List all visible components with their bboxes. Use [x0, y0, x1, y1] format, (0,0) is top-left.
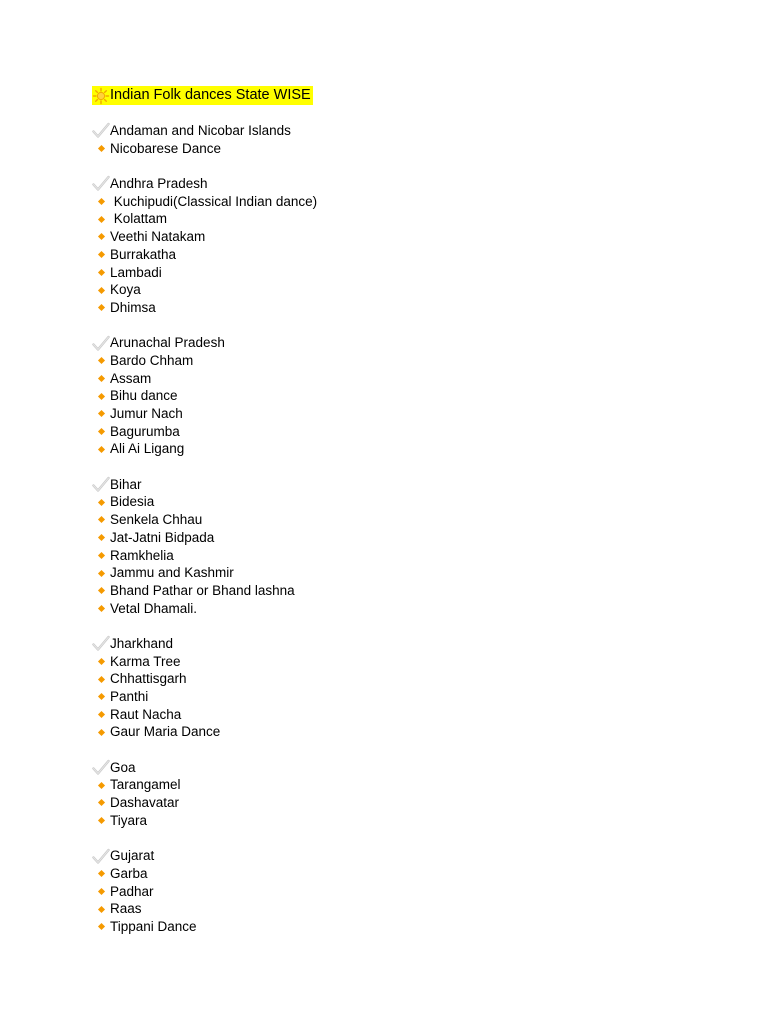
dance-list-item [92, 582, 692, 600]
state-heading [92, 175, 692, 193]
state-name: Bihar [110, 476, 142, 492]
diamond-bullet-icon [92, 865, 110, 883]
sun-icon [92, 87, 110, 105]
diamond-bullet-icon [92, 900, 110, 918]
dance-name: Vetal Dhamali. [110, 600, 198, 616]
diamond-bullet-icon [92, 423, 110, 441]
diamond-bullet-icon [92, 670, 110, 688]
document-page [92, 86, 692, 953]
diamond-bullet-icon [92, 600, 110, 618]
dance-name: Assam [110, 370, 152, 386]
diamond-bullet-icon [92, 529, 110, 547]
diamond-bullet-icon [92, 387, 110, 405]
diamond-bullet-icon [92, 582, 110, 600]
dance-list-item [92, 547, 692, 565]
dance-list-item [92, 440, 692, 458]
dance-list-item [92, 352, 692, 370]
state-section [92, 122, 692, 157]
dance-list-item [92, 281, 692, 299]
dance-name: Lambadi [110, 264, 162, 280]
diamond-bullet-icon [92, 246, 110, 264]
dance-name: Garba [110, 865, 148, 881]
dance-name: Ali Ai Ligang [110, 441, 185, 457]
dance-name: Raas [110, 901, 142, 917]
dance-list-item [92, 140, 692, 158]
dance-list-item [92, 264, 692, 282]
dance-list-item [92, 511, 692, 529]
diamond-bullet-icon [92, 688, 110, 706]
diamond-bullet-icon [92, 564, 110, 582]
diamond-bullet-icon [92, 653, 110, 671]
dance-list-item [92, 900, 692, 918]
dance-name: Bhand Pathar or Bhand lashna [110, 582, 295, 598]
dance-list-item [92, 670, 692, 688]
dance-list-item [92, 228, 692, 246]
diamond-bullet-icon [92, 210, 110, 228]
diamond-bullet-icon [92, 723, 110, 741]
dance-name: Jammu and Kashmir [110, 565, 234, 581]
dance-list-item [92, 564, 692, 582]
dance-name: Nicobarese Dance [110, 140, 222, 156]
state-name: Jharkhand [110, 635, 174, 651]
dance-list-item [92, 723, 692, 741]
dance-list-item [92, 493, 692, 511]
dance-list-item [92, 918, 692, 936]
dance-list-item [92, 387, 692, 405]
diamond-bullet-icon [92, 918, 110, 936]
state-heading [92, 476, 692, 494]
diamond-bullet-icon [92, 405, 110, 423]
dance-name: Chhattisgarh [110, 671, 187, 687]
dance-list-item [92, 688, 692, 706]
diamond-bullet-icon [92, 352, 110, 370]
dance-list-item [92, 600, 692, 618]
dance-name: Raut Nacha [110, 706, 182, 722]
dance-name: Dhimsa [110, 299, 156, 315]
dance-name: Kolattam [110, 211, 168, 227]
dance-name: Ramkhelia [110, 547, 174, 563]
dance-list-item [92, 299, 692, 317]
dance-list-item [92, 776, 692, 794]
state-name: Andhra Pradesh [110, 176, 208, 192]
state-section [92, 334, 692, 458]
check-mark-icon [92, 335, 110, 352]
check-mark-icon [92, 759, 110, 776]
state-section [92, 635, 692, 741]
state-heading [92, 635, 692, 653]
dance-list-item [92, 193, 692, 211]
diamond-bullet-icon [92, 193, 110, 211]
title-highlight [92, 86, 313, 105]
dance-list-item [92, 529, 692, 547]
state-section [92, 175, 692, 317]
diamond-bullet-icon [92, 281, 110, 299]
state-section [92, 759, 692, 830]
dance-name: Kuchipudi(Classical Indian dance) [110, 193, 318, 209]
state-heading [92, 759, 692, 777]
diamond-bullet-icon [92, 493, 110, 511]
dance-name: Tippani Dance [110, 918, 197, 934]
diamond-bullet-icon [92, 812, 110, 830]
diamond-bullet-icon [92, 511, 110, 529]
check-mark-icon [92, 635, 110, 652]
diamond-bullet-icon [92, 883, 110, 901]
state-name: Arunachal Pradesh [110, 335, 225, 351]
check-mark-icon [92, 476, 110, 493]
dance-name: Bidesia [110, 494, 155, 510]
dance-list-item [92, 812, 692, 830]
diamond-bullet-icon [92, 228, 110, 246]
check-mark-icon [92, 175, 110, 192]
section-list [92, 122, 692, 936]
dance-list-item [92, 883, 692, 901]
diamond-bullet-icon [92, 370, 110, 388]
dance-name: Gaur Maria Dance [110, 724, 221, 740]
dance-name: Dashavatar [110, 795, 180, 811]
dance-name: Padhar [110, 883, 154, 899]
dance-name: Karma Tree [110, 653, 181, 669]
state-heading [92, 847, 692, 865]
check-mark-icon [92, 848, 110, 865]
state-section [92, 476, 692, 618]
diamond-bullet-icon [92, 776, 110, 794]
dance-name: Bagurumba [110, 423, 180, 439]
dance-list-item [92, 706, 692, 724]
state-name: Goa [110, 759, 136, 775]
dance-name: Jat-Jatni Bidpada [110, 529, 215, 545]
dance-name: Jumur Nach [110, 406, 183, 421]
state-name: Gujarat [110, 848, 155, 864]
dance-name: Senkela Chhau [110, 512, 203, 528]
state-name: Andaman and Nicobar Islands [110, 123, 291, 138]
diamond-bullet-icon [92, 140, 110, 158]
check-mark-icon [92, 122, 110, 139]
state-heading [92, 122, 692, 140]
dance-list-item [92, 246, 692, 264]
dance-list-item [92, 865, 692, 883]
dance-name: Koya [110, 282, 141, 298]
dance-list-item [92, 405, 692, 423]
dance-name: Panthi [110, 689, 149, 704]
dance-name: Bihu dance [110, 388, 178, 404]
dance-list-item [92, 794, 692, 812]
state-heading [92, 334, 692, 352]
diamond-bullet-icon [92, 299, 110, 317]
diamond-bullet-icon [92, 264, 110, 282]
document-title: Indian Folk dances State WISE [110, 87, 311, 103]
dance-list-item [92, 370, 692, 388]
dance-name: Burrakatha [110, 246, 177, 262]
dance-list-item [92, 653, 692, 671]
dance-list-item [92, 423, 692, 441]
state-section [92, 847, 692, 935]
dance-name: Bardo Chham [110, 352, 194, 368]
dance-name: Veethi Natakam [110, 229, 206, 245]
diamond-bullet-icon [92, 794, 110, 812]
diamond-bullet-icon [92, 440, 110, 458]
diamond-bullet-icon [92, 547, 110, 565]
diamond-bullet-icon [92, 706, 110, 724]
dance-name: Tiyara [110, 812, 148, 828]
dance-list-item [92, 210, 692, 228]
dance-name: Tarangamel [110, 777, 181, 793]
